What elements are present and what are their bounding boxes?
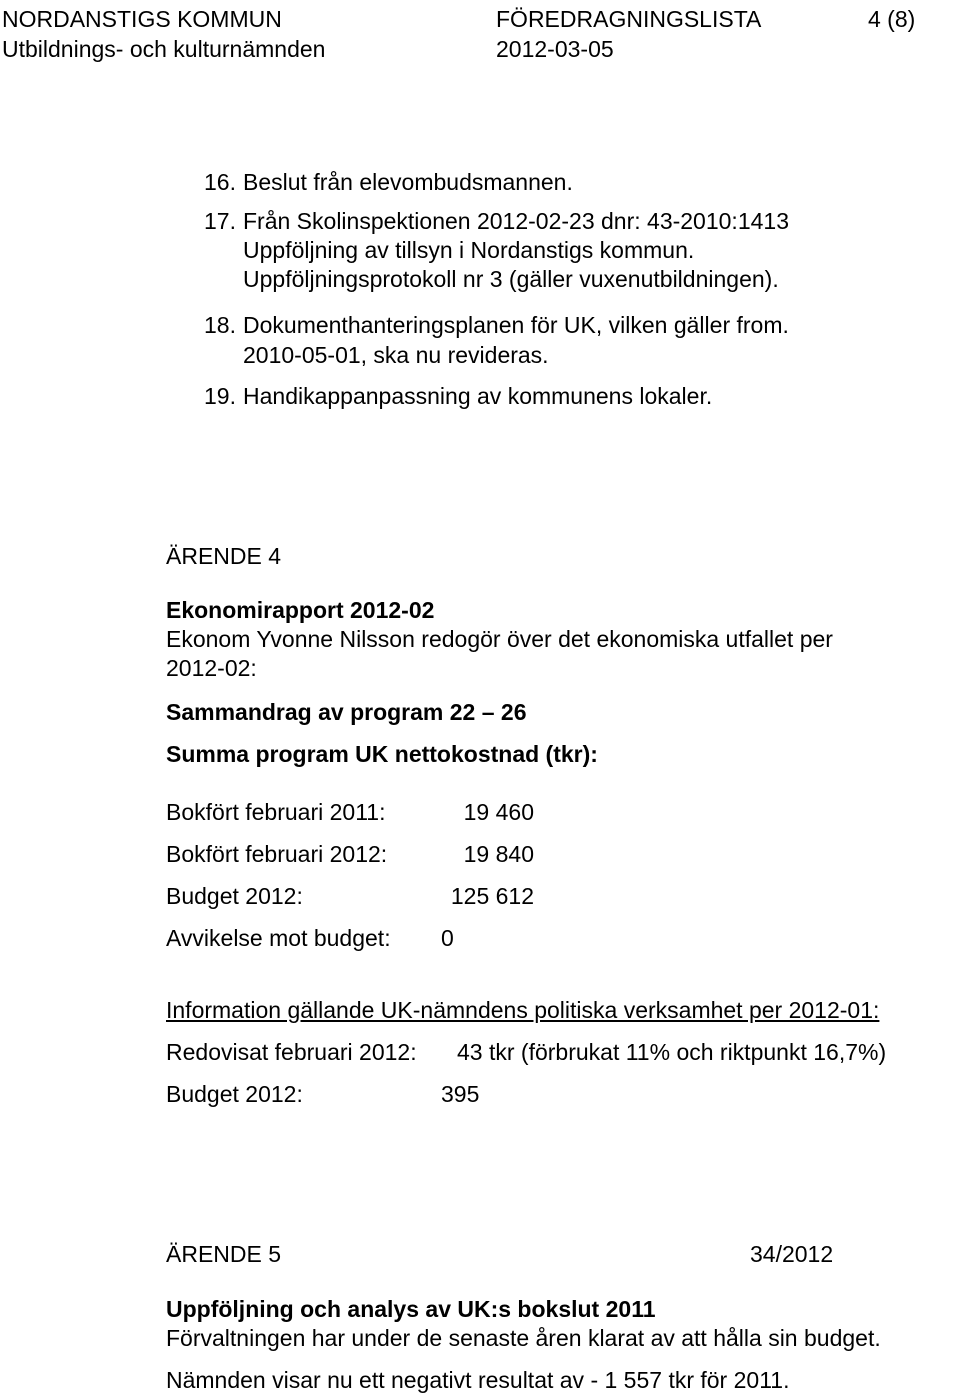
arende-5-reference: 34/2012 <box>750 1241 834 1267</box>
budget-label: Budget 2012: <box>166 1081 303 1107</box>
header-date: 2012-03-05 <box>496 36 614 62</box>
arende-5-text: Förvaltningen har under de senaste åren klarat av att hålla sin budget. <box>166 1325 881 1351</box>
summary-heading: Sammandrag av program 22 – 26 <box>166 699 527 725</box>
agenda-item-number: 19. <box>204 383 236 409</box>
arende-4-heading: ÄRENDE 4 <box>166 543 282 569</box>
header-doc-type: FÖREDRAGNINGSLISTA <box>496 6 762 32</box>
arende-5-text: Nämnden visar nu ett negativt resultat av - 1 557 tkr för 2011. <box>166 1367 790 1393</box>
agenda-item-number: 16. <box>204 169 236 195</box>
agenda-item-text: Uppföljning av tillsyn i Nordanstigs kommun. <box>243 237 695 263</box>
arende-4-intro: Ekonom Yvonne Nilsson redogör över det ekonomiska utfallet per <box>166 626 833 652</box>
agenda-item-number: 18. <box>204 312 236 338</box>
arende-4-intro: 2012-02: <box>166 655 257 681</box>
arende-4-title: Ekonomirapport 2012-02 <box>166 597 435 623</box>
cost-row-label: Bokfört februari 2012: <box>166 841 388 867</box>
cost-row-value: 0 <box>441 925 454 951</box>
arende-5-heading: ÄRENDE 5 <box>166 1241 282 1267</box>
agenda-item-text: Från Skolinspektionen 2012-02-23 dnr: 43-2010:1413 <box>243 208 789 234</box>
cost-row-label: Avvikelse mot budget: <box>166 925 391 951</box>
agenda-item-number: 17. <box>204 208 236 234</box>
agenda-item-text: Dokumenthanteringsplanen för UK, vilken gäller from. <box>243 312 789 338</box>
sum-heading: Summa program UK nettokostnad (tkr): <box>166 741 598 767</box>
cost-row-value: 125 612 <box>450 883 534 909</box>
budget-value: 395 <box>441 1081 480 1107</box>
header-page-number: 4 (8) <box>868 6 916 32</box>
cost-row-value: 19 840 <box>463 841 534 867</box>
agenda-item-text: 2010-05-01, ska nu revideras. <box>243 342 549 368</box>
agenda-item-text: Uppföljningsprotokoll nr 3 (gäller vuxenutbildningen). <box>243 266 779 292</box>
cost-row-label: Budget 2012: <box>166 883 303 909</box>
agenda-item-text: Beslut från elevombudsmannen. <box>243 169 573 195</box>
header-committee: Utbildnings- och kulturnämnden <box>2 36 326 62</box>
header-org: NORDANSTIGS KOMMUN <box>2 6 282 32</box>
cost-row-label: Bokfört februari 2011: <box>166 799 386 825</box>
cost-row-value: 19 460 <box>463 799 534 825</box>
agenda-item-text: Handikappanpassning av kommunens lokaler. <box>243 383 713 409</box>
redovisat-label: Redovisat februari 2012: <box>166 1039 417 1065</box>
arende-5-title: Uppföljning och analys av UK:s bokslut 2011 <box>166 1296 656 1322</box>
redovisat-value: 43 tkr (förbrukat 11% och riktpunkt 16,7%) <box>457 1039 887 1065</box>
info-heading: Information gällande UK-nämndens politiska verksamhet per 2012-01: <box>166 997 880 1023</box>
